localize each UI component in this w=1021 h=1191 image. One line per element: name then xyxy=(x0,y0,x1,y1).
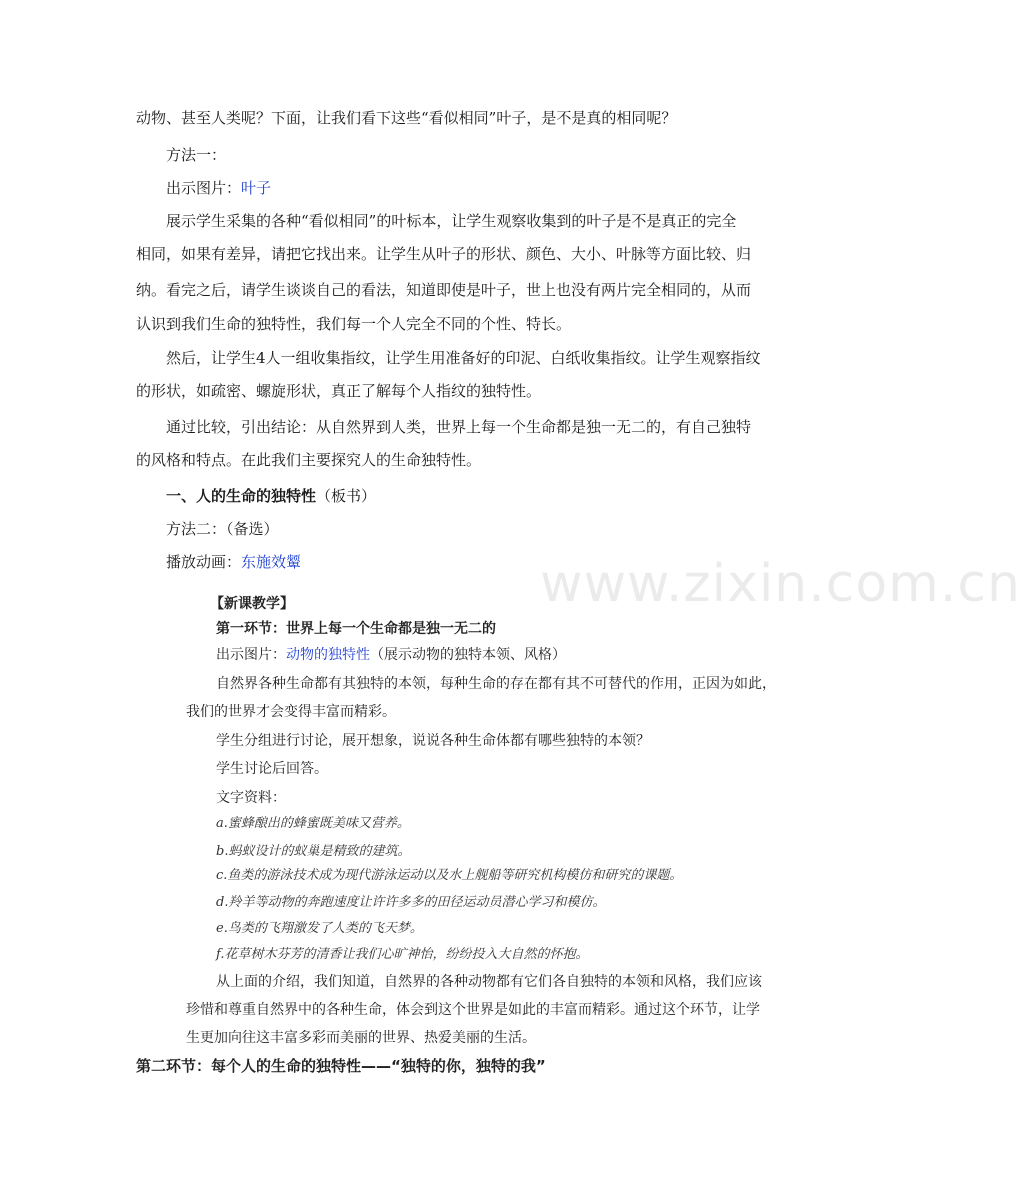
scan-discussion: 学生分组进行讨论，展开想象，说说各种生命体都有哪些独特的本领？ xyxy=(216,733,650,749)
animal-uniqueness-link[interactable]: 动物的独特性 xyxy=(286,647,370,663)
material-item: d.羚羊等动物的奔跑速度让许许多多的田径运动员潜心学习和模仿。 xyxy=(216,895,606,910)
material-item: b.蚂蚁设计的蚁巢是精致的建筑。 xyxy=(216,844,411,859)
scan-summary-1: 从上面的介绍，我们知道，自然界的各种动物都有它们各自独特的本领和风格，我们应该 xyxy=(216,974,762,990)
animation-link[interactable]: 东施效颦 xyxy=(241,553,302,571)
scan-nature-1: 自然界各种生命都有其独特的本领，每种生命的存在都有其不可替代的作用，正因为如此， xyxy=(216,676,776,692)
paragraph-fingerprint-2: 的形状，如疏密、螺旋形状，真正了解每个人指纹的独特性。 xyxy=(136,382,542,400)
section-one-heading: 第一环节：世界上每一个生命都是独一无二的 xyxy=(216,621,496,637)
show-picture-label: 出示图片： xyxy=(166,179,242,197)
method-two-label: 方法二：（备选） xyxy=(166,520,279,538)
method-one-label: 方法一： xyxy=(166,146,227,164)
material-item: a.蜜蜂酿出的蜂蜜既美味又营养。 xyxy=(216,816,410,831)
material-item: f.花草树木芬芳的清香让我们心旷神怡，纷纷投入大自然的怀抱。 xyxy=(216,947,589,962)
scan-show-picture-label: 出示图片： xyxy=(216,647,286,663)
heading-uniqueness-suffix: （板书） xyxy=(316,487,377,505)
paragraph-fingerprint-1: 然后，让学生4人一组收集指纹，让学生用准备好的印泥、白纸收集指纹。让学生观察指纹 xyxy=(166,349,761,367)
paragraph-leaf-2: 相同，如果有差异，请把它找出来。让学生从叶子的形状、颜色、大小、叶脉等方面比较、归 xyxy=(136,245,752,263)
scan-show-picture-line xyxy=(216,645,566,665)
leaf-picture-link[interactable]: 叶子 xyxy=(241,179,272,197)
scan-answer: 学生讨论后回答。 xyxy=(216,761,328,777)
paragraph-leaf-1: 展示学生采集的各种“看似相同”的叶标本，让学生观察收集到的叶子是不是真正的完全 xyxy=(166,212,737,230)
paragraph-leaf-4: 认识到我们生命的独特性，我们每一个人完全不同的个性、特长。 xyxy=(136,315,572,333)
heading-uniqueness-title: 一、人的生命的独特性 xyxy=(166,487,317,505)
scan-show-picture-suffix: （展示动物的独特本领、风格） xyxy=(370,647,566,663)
play-animation-line xyxy=(166,552,301,572)
section-two-heading: 第二环节：每个人的生命的独特性——“独特的你，独特的我” xyxy=(136,1057,546,1075)
paragraph-conclusion-1: 通过比较，引出结论：从自然界到人类，世界上每一个生命都是独一无二的，有自己独特 xyxy=(166,418,752,436)
scan-summary-3: 生更加向往这丰富多彩而美丽的世界、热爱美丽的生活。 xyxy=(186,1030,536,1046)
show-picture-line xyxy=(166,178,271,198)
scan-nature-2: 我们的世界才会变得丰富而精彩。 xyxy=(186,704,396,720)
scan-text-material: 文字资料： xyxy=(216,790,286,806)
watermark: www.zixin.com.cn xyxy=(540,554,1021,614)
scan-summary-2: 珍惜和尊重自然界中的各种生命，体会到这个世界是如此的丰富而精彩。通过这个环节，让学 xyxy=(186,1002,760,1018)
play-animation-label: 播放动画： xyxy=(166,553,242,571)
material-item: c.鱼类的游泳技术成为现代游泳运动以及水上舰船等研究机构模仿和研究的课题。 xyxy=(216,868,683,883)
paragraph-leaf-3: 纳。看完之后，请学生谈谈自己的看法，知道即使是叶子，世上也没有两片完全相同的，从而 xyxy=(136,281,752,299)
material-item: e.鸟类的飞翔激发了人类的飞天梦。 xyxy=(216,921,423,936)
paragraph-conclusion-2: 的风格和特点。在此我们主要探究人的生命独特性。 xyxy=(136,451,482,469)
heading-uniqueness xyxy=(166,486,376,506)
paragraph-intro: 动物、甚至人类呢？下面，让我们看下这些“看似相同”叶子，是不是真的相同呢？ xyxy=(136,109,677,127)
new-lesson-heading: 【新课教学】 xyxy=(210,596,294,612)
